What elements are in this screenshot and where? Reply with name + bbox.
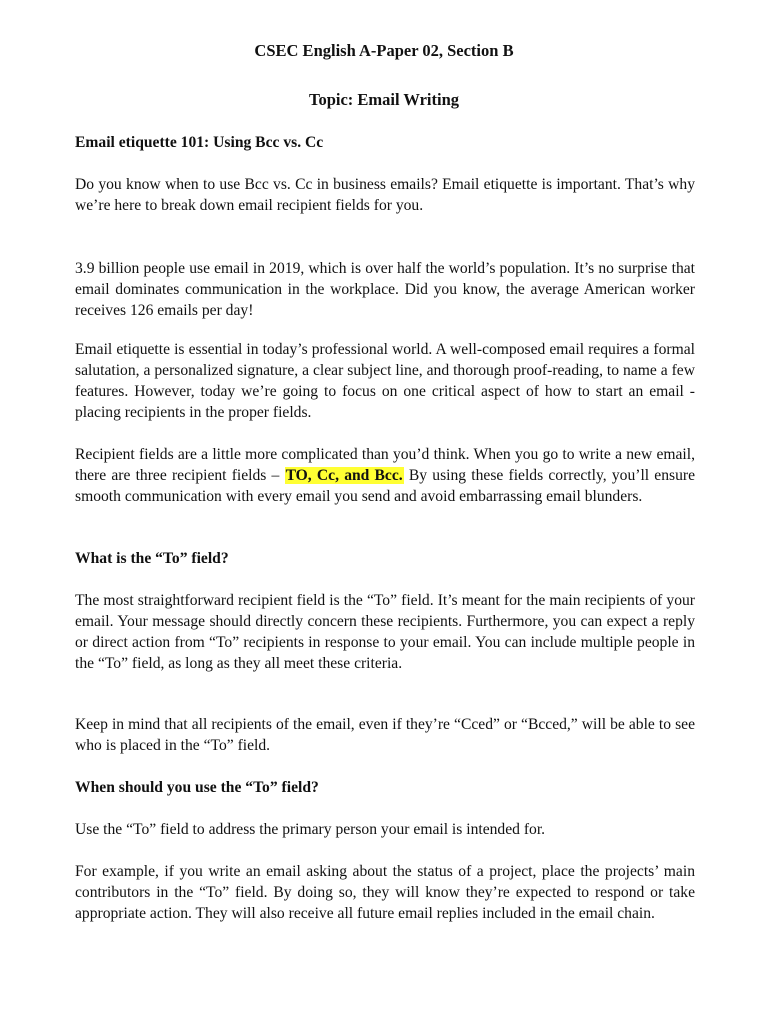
- paragraph-statistics: 3.9 billion people use email in 2019, which is over half the world’s population. It’s no surprise that email dominates communication in the workplace. Did you know, the average American worker receives 126 emails per day!: [75, 260, 695, 319]
- paragraph-etiquette: Email etiquette is essential in today’s professional world. A well-composed email requires a formal salutation, a personalized signature, a clear subject line, and thorough proof-reading, to name a few features. However, today we’re going to focus on one critical aspect of how to start an email - placing recipients in the proper fields.: [75, 341, 695, 421]
- document-topic: Topic: Email Writing: [308, 90, 460, 109]
- paragraph-to-field: The most straightforward recipient field is the “To” field. It’s meant for the main recipients of your email. Your message should directly concern these recipients. Furthermore, you can expect a reply or direct action from “To” recipients in response to your email. You can include multiple people in the “To” field, as long as they all meet these criteria.: [75, 592, 695, 672]
- section-heading-etiquette: Email etiquette 101: Using Bcc vs. Cc: [75, 134, 324, 151]
- highlighted-field-names: TO, Cc, and Bcc.: [285, 467, 403, 484]
- document-title: CSEC English A-Paper 02, Section B: [254, 41, 514, 60]
- section-heading-to-field: What is the “To” field?: [75, 550, 229, 567]
- recipient-fields-text-start: Recipient fields are a little more complicated than you’d think. When you go to write a new email, there are three recipient fields –: [75, 446, 695, 484]
- recipient-fields-text-end: By using these fields correctly, you’ll ensure smooth communication with every email you send and avoid embarrassing email blunders.: [75, 467, 696, 505]
- section-heading-when-to: When should you use the “To” field?: [75, 779, 319, 796]
- paragraph-to-visibility: Keep in mind that all recipients of the email, even if they’re “Cced” or “Bcced,” will be able to see who is placed in the “To” field.: [75, 716, 695, 754]
- paragraph-example: For example, if you write an email asking about the status of a project, place the projects’ main contributors in the “To” field. By doing so, they will know they’re expected to respond or take appropriate action. They will also receive all future email replies included in the email chain.: [75, 863, 695, 922]
- paragraph-use-to: Use the “To” field to address the primary person your email is intended for.: [75, 821, 546, 838]
- paragraph-recipient-fields: [75, 444, 695, 507]
- paragraph-intro: Do you know when to use Bcc vs. Cc in business emails? Email etiquette is important. That’s why we’re here to break down email recipient fields for you.: [75, 176, 695, 214]
